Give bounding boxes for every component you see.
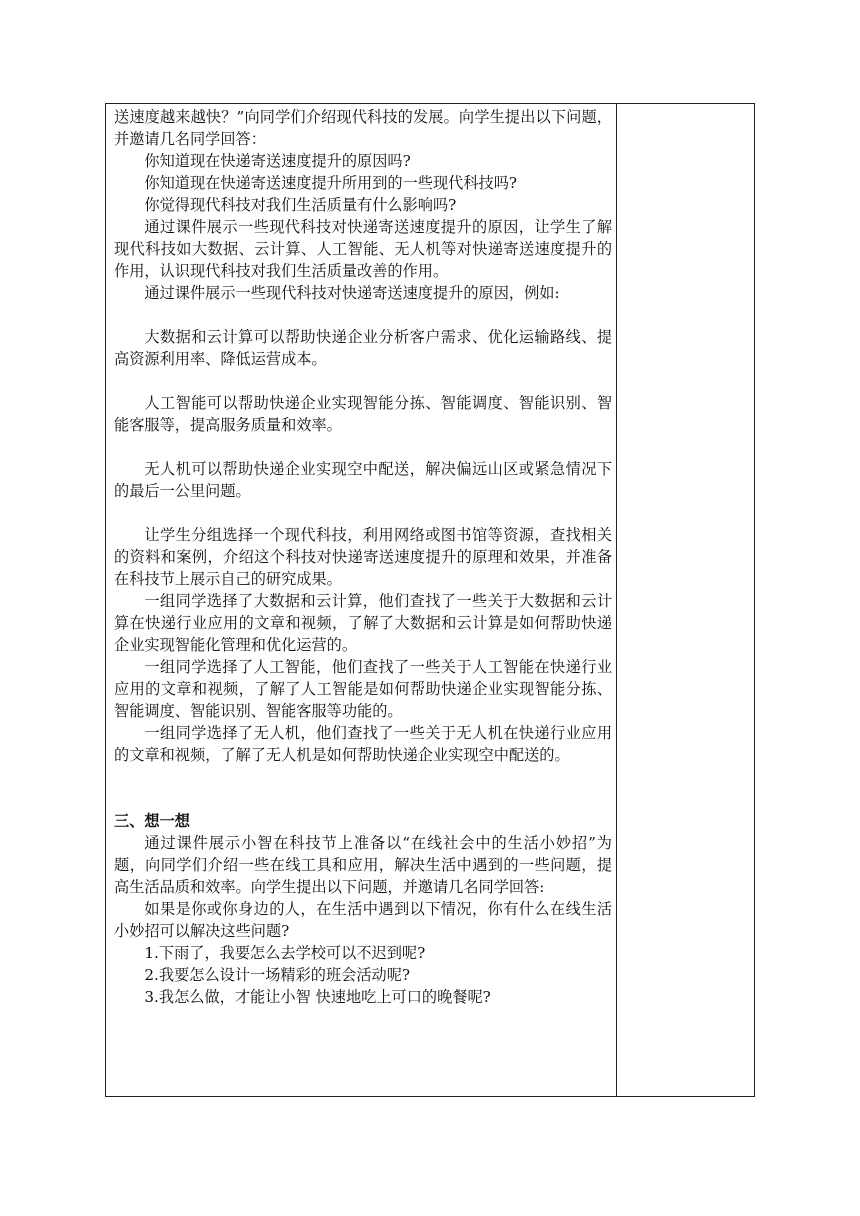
example-paragraph: 人工智能可以帮助快递企业实现智能分拣、智能调度、智能识别、智能客服等，提高服务质量和效率。 (114, 394, 612, 434)
group-paragraph: 一组同学选择了大数据和云计算，他们查找了一些关于大数据和云计算在快递行业应用的文章和视频，了解了大数据和云计算是如何帮助快递企业实现智能化管理和优化运营的。 (114, 592, 612, 654)
paragraph: 如果是你或你身边的人，在生活中遇到以下情况，你有什么在线生活小妙招可以解决这些问题? (114, 900, 612, 940)
example-paragraph: 无人机可以帮助快递企业实现空中配送，解决偏远山区或紧急情况下的最后一公里问题。 (114, 460, 612, 500)
question-item: 你知道现在快递寄送速度提升所用到的一些现代科技吗? (144, 174, 518, 192)
paragraph: 送速度越来越快？”向同学们介绍现代科技的发展。向学生提出以下问题，并邀请几名同学回答： (114, 108, 612, 148)
lesson-content-cell (114, 106, 612, 1008)
list-item: 3.我怎么做，才能让小智 快速地吃上可口的晚餐呢? (144, 988, 491, 1006)
group-paragraph: 一组同学选择了无人机，他们查找了一些关于无人机在快递行业应用的文章和视频，了解了无人机是如何帮助快递企业实现空中配送的。 (114, 724, 612, 764)
paragraph: 通过课件展示小智在科技节上准备以“在线社会中的生活小妙招”为题，向同学们介绍一些在线工具和应用，解决生活中遇到的一些问题，提高生活品质和效率。向学生提出以下问题，并邀请几名同学回答: (114, 834, 612, 896)
question-item: 你觉得现代科技对我们生活质量有什么影响吗? (144, 196, 457, 214)
group-paragraph: 一组同学选择了人工智能，他们查找了一些关于人工智能在快递行业应用的文章和视频，了解了人工智能是如何帮助快递企业实现智能分拣、智能调度、智能识别、智能客服等功能的。 (114, 658, 612, 720)
question-item: 你知道现在快递寄送速度提升的原因吗? (144, 152, 411, 170)
paragraph: 让学生分组选择一个现代科技，利用网络或图书馆等资源，查找相关的资料和案例，介绍这个科技对快递寄送速度提升的原理和效果，并准备在科技节上展示自己的研究成果。 (114, 526, 612, 588)
list-item: 2.我要怎么设计一场精彩的班会活动呢? (144, 966, 411, 984)
section-heading: 三、想一想 (114, 812, 190, 830)
example-paragraph: 大数据和云计算可以帮助快递企业分析客户需求、优化运输路线、提高资源利用率、降低运营成本。 (114, 328, 612, 368)
paragraph: 通过课件展示一些现代科技对快递寄送速度提升的原因，例如: (144, 284, 560, 302)
list-item: 1.下雨了，我要怎么去学校可以不迟到呢? (144, 944, 426, 962)
paragraph: 通过课件展示一些现代科技对快递寄送速度提升的原因，让学生了解现代科技如大数据、云计算、人工智能、无人机等对快递寄送速度提升的作用，认识现代科技对我们生活质量改善的作用。 (114, 218, 612, 280)
table-column-divider (616, 103, 617, 1097)
